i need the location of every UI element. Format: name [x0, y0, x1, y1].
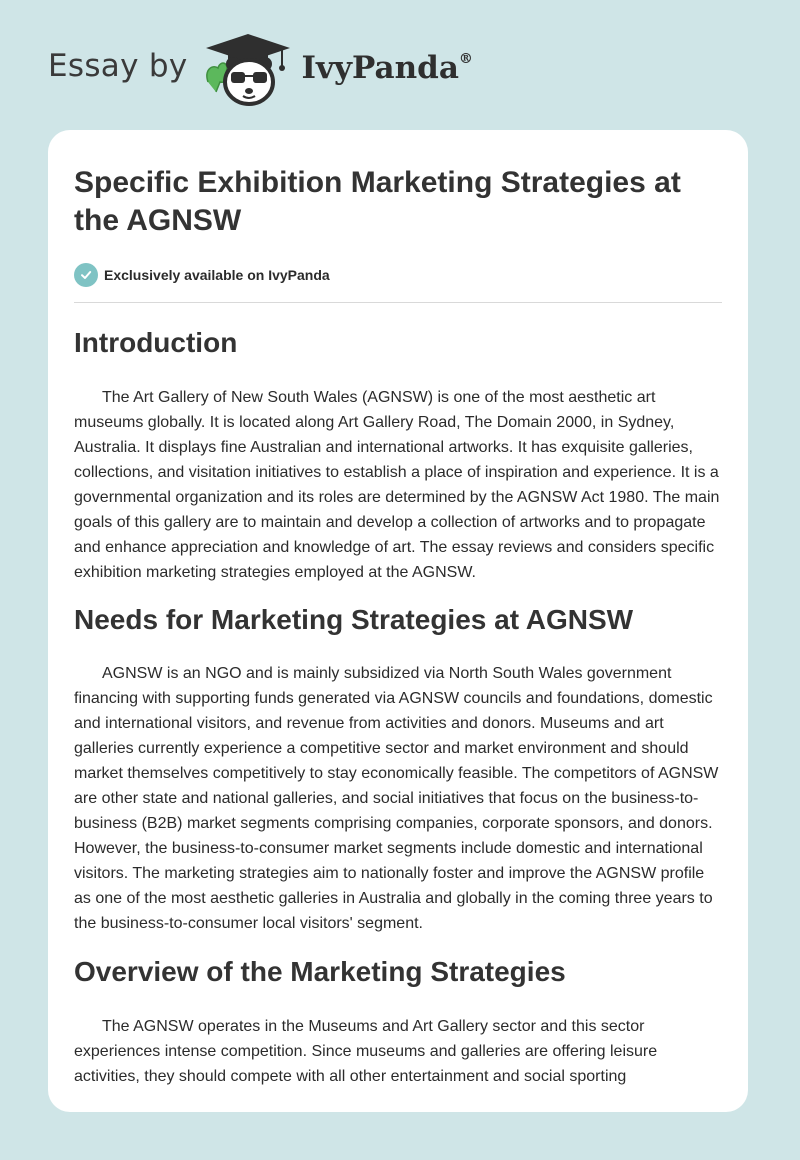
essay-by-label: Essay by — [48, 48, 188, 84]
check-circle-icon — [74, 263, 98, 287]
divider — [74, 302, 722, 303]
section-heading-introduction: Introduction — [74, 327, 238, 358]
brand-name[interactable]: IvyPanda® — [301, 50, 473, 86]
section-text-needs: AGNSW is an NGO and is mainly subsidized via North South Wales government financing with supporting funds generated via AGNSW councils and foundations, domestic and international visitors, and revenue from activities and donors. Museums and art galleries currently experience a competitive sector and market environment and should market themselves competitively to stay economically feasible. The competitors of AGNSW are other state and national galleries, and social initiatives that focus on the business-to-business (B2B) market segments comprising companies, corporate sponsors, and donors. However, the business-to-consumer market segments include domestic and international visitors. The marketing strategies aim to nationally foster and improve the AGNSW profile as one of the most aesthetic galleries in Australia and globally in the coming three years to the business-to-consumer local visitors' segment. — [74, 665, 719, 932]
exclusive-badge — [74, 263, 330, 287]
site-header — [48, 30, 473, 110]
section-heading-overview: Overview of the Marketing Strategies — [74, 956, 566, 987]
section-heading-needs: Needs for Marketing Strategies at AGNSW — [74, 604, 634, 635]
registered-mark: ® — [458, 50, 473, 67]
page-title: Specific Exhibition Marketing Strategies at the AGNSW — [74, 166, 681, 237]
section-text-introduction: The Art Gallery of New South Wales (AGNSW) is one of the most aesthetic art museums globally. It is located along Art Gallery Road, The Domain 2000, in Sydney, Australia. It displays fine Australian and international artworks. It has exquisite galleries, collections, and visitation initiatives to establish a place of inspiration and experience. It is a governmental organization and its roles are determined by the AGNSW Act 1980. The main goals of this gallery are to maintain and develop a collection of artworks and to propagate and enhance appreciation and knowledge of art. The essay reviews and considers specific exhibition marketing strategies employed at the AGNSW. — [74, 389, 720, 581]
essay-card — [48, 130, 748, 1112]
section-text-overview: The AGNSW operates in the Museums and Art Gallery sector and this sector experiences intense competition. Since museums and galleries are offering leisure activities, they should compete with all other entertainment and social sporting — [74, 1018, 658, 1085]
badge-label: Exclusively available on IvyPanda — [104, 267, 330, 283]
panda-graduate-icon[interactable] — [202, 30, 294, 110]
